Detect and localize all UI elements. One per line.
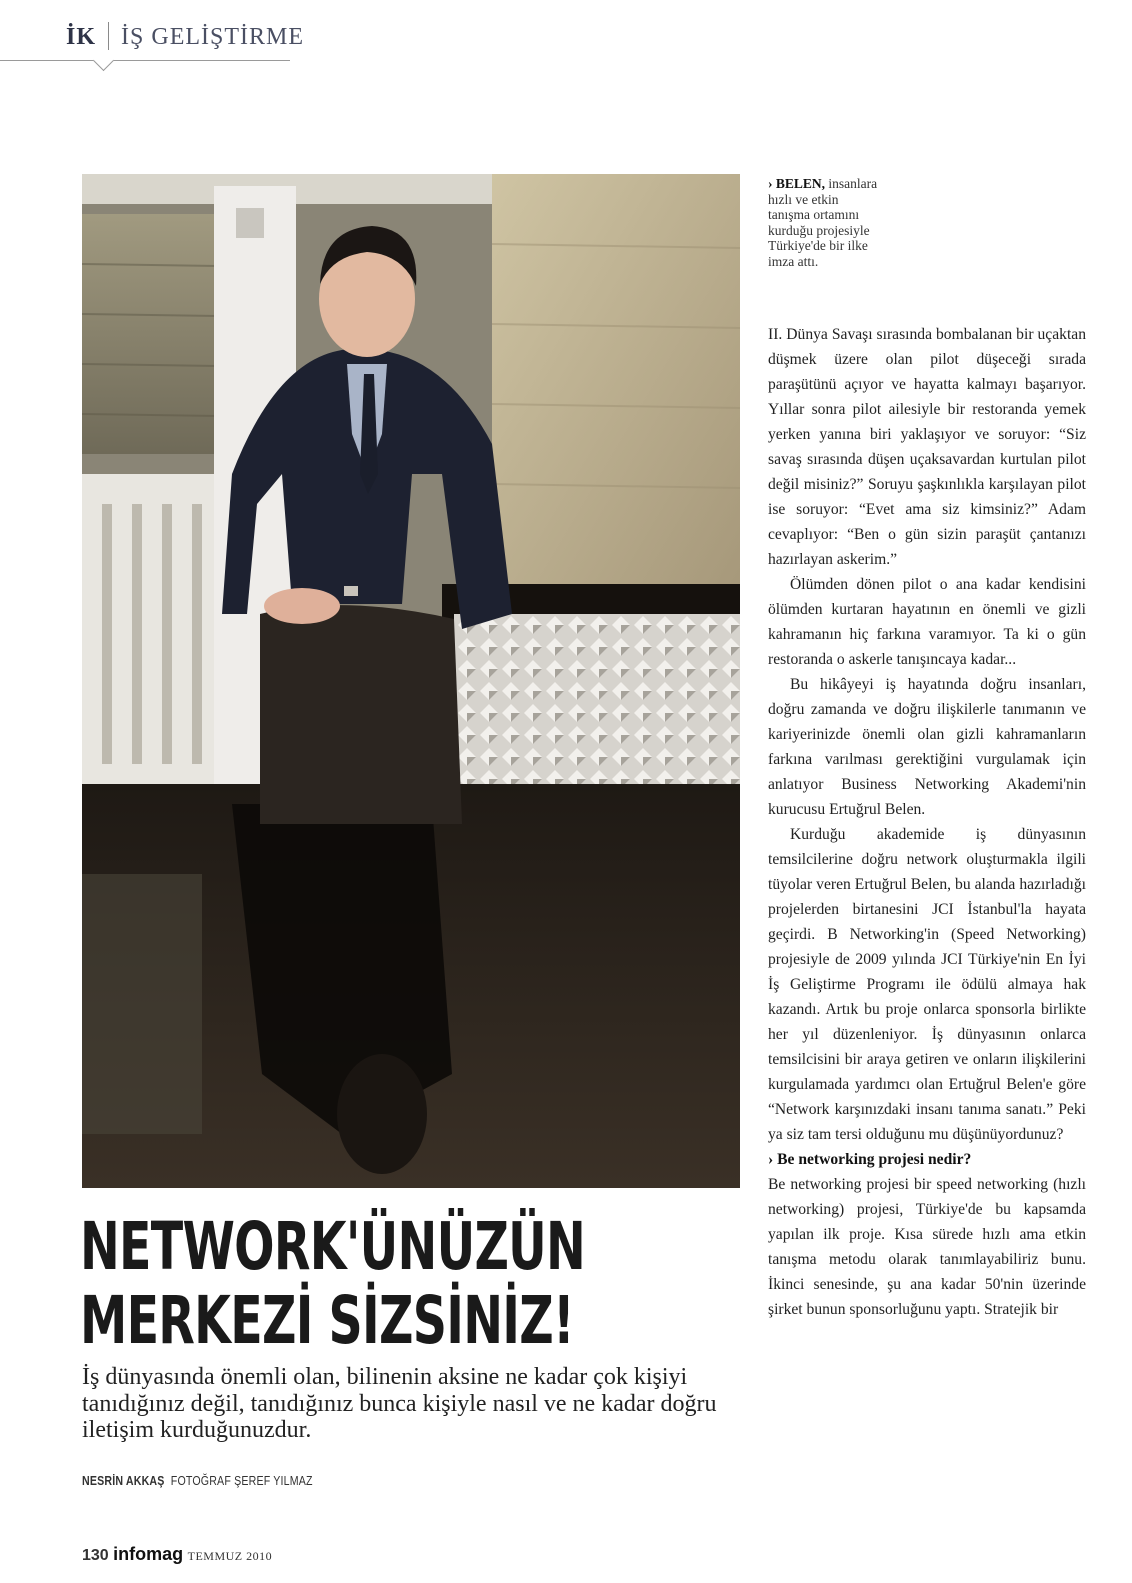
byline	[82, 1474, 313, 1488]
headline-line-2: MERKEZİ SİZSİNİZ!	[80, 1282, 574, 1359]
body-paragraph: Be networking projesi bir speed networking (hızlı networking) projesi, Türkiye'de bu kapsamda yapılan ilk proje. Kısa sürede hızlı ama etkin tanışma metodu olarak tanımlayabiliriz bunu. İkinci senesinde, şu ana kadar 50'nin üzerinde şirket bunun sponsorluğunu yaptı. Stratejik bir	[768, 1176, 1086, 1318]
photo-credit: FOTOĞRAF ŞEREF YILMAZ	[170, 1474, 313, 1488]
portrait-photo	[82, 174, 740, 1188]
body-paragraph: II. Dünya Savaşı sırasında bombalanan bir uçaktan düşmek üzere olan pilot düşeceği sırada paraşütünü açıyor ve hayatta kalmayı başarıyor. Yıllar sonra pilot ailesiyle bir restoranda yemek yerken yanına biri yaklaşıyor ve soruyor: “Siz savaş sırasında düşen uçaksavardan kurtulan pilot değil misiniz?” Soruyu şaşkınlıkla karşılayan pilot ise soruyor: “Evet ama siz kimsiniz?” Adam cevaplıyor: “Ben o gün sizin paraşüt çantanızı hazırlayan askerim.”	[768, 326, 1086, 568]
caption-lead: › BELEN,	[768, 176, 826, 191]
header-divider	[108, 22, 109, 50]
issue-date: TEMMUZ 2010	[187, 1549, 273, 1563]
photo-caption	[768, 176, 938, 269]
page-footer	[82, 1544, 272, 1565]
caption-line: imza attı.	[768, 253, 819, 269]
caption-line: tanışma ortamını	[768, 207, 860, 222]
subsection-label: İŞ GELİŞTİRME	[121, 24, 305, 50]
caption-line: Türkiye'de bir ilke	[768, 238, 868, 253]
page-number: 130	[82, 1547, 109, 1564]
header-notch	[93, 50, 114, 71]
body-paragraph: Bu hikâyeyi iş hayatında doğru insanları, doğru zamanda ve doğru ilişkilerle tanımanın ve kariyerinizde önemli olan gizli kahramanların farkına varılması gerektiğini vurgulamak için anlatıyor Business Networking Akademi'nin kurucusu Ertuğrul Belen.	[768, 676, 1086, 818]
header-rule	[0, 60, 290, 61]
body-paragraph: Ölümden dönen pilot o ana kadar kendisini ölümden kurtaran hayatının en önemli ve gizli kahramanın hiç farkına varamıyor. Ta ki o gün restoranda o askerle tanışıncaya kadar...	[768, 576, 1086, 668]
article-headline	[80, 1208, 586, 1359]
caption-line: insanlara	[828, 176, 878, 191]
subheading: › Be networking projesi nedir?	[768, 1151, 972, 1168]
author-name: NESRİN AKKAŞ	[82, 1474, 165, 1488]
article-deck: İş dünyasında önemli olan, bilinenin aksine ne kadar çok kişiyi tanıdığınız değil, tanıdığınız bunca kişiyle nasıl ve ne kadar doğru iletişim kurduğunuzdur.	[82, 1364, 717, 1443]
photo-portrait-icon	[82, 174, 740, 1188]
section-header	[66, 22, 304, 51]
caption-line: hızlı ve etkin	[768, 191, 839, 207]
article-body	[768, 322, 1086, 1322]
headline-line-1: NETWORK'ÜNÜZÜN	[80, 1208, 586, 1285]
body-paragraph: Kurduğu akademide iş dünyasının temsilcilerine doğru network oluşturmakla ilgili tüyolar veren Ertuğrul Belen, bu alanda hazırladığı projelerden birtanesini JCI İstanbul'la hayata geçirdi. B Networking'in (Speed Networking) projesiyle de 2009 yılında JCI Türkiye'nin En İyi İş Geliştirme Programı ile ödülü almaya hak kazandı. Artık bu proje onlarca sponsorla birlikte her yıl düzenleniyor. İş dünyasının onlarca temsilcisini bir araya getiren ve onların ilişkilerini kurgulamada yardımcı olan Ertuğrul Belen'e göre “Network karşınızdaki insanı tanıma sanatı.” Peki ya siz tam tersi olduğunu mu düşünüyordunuz?	[768, 826, 1086, 1143]
magazine-brand: infomag	[113, 1544, 184, 1564]
caption-line: kurduğu projesiyle	[768, 222, 870, 238]
section-label: İK	[66, 24, 97, 50]
